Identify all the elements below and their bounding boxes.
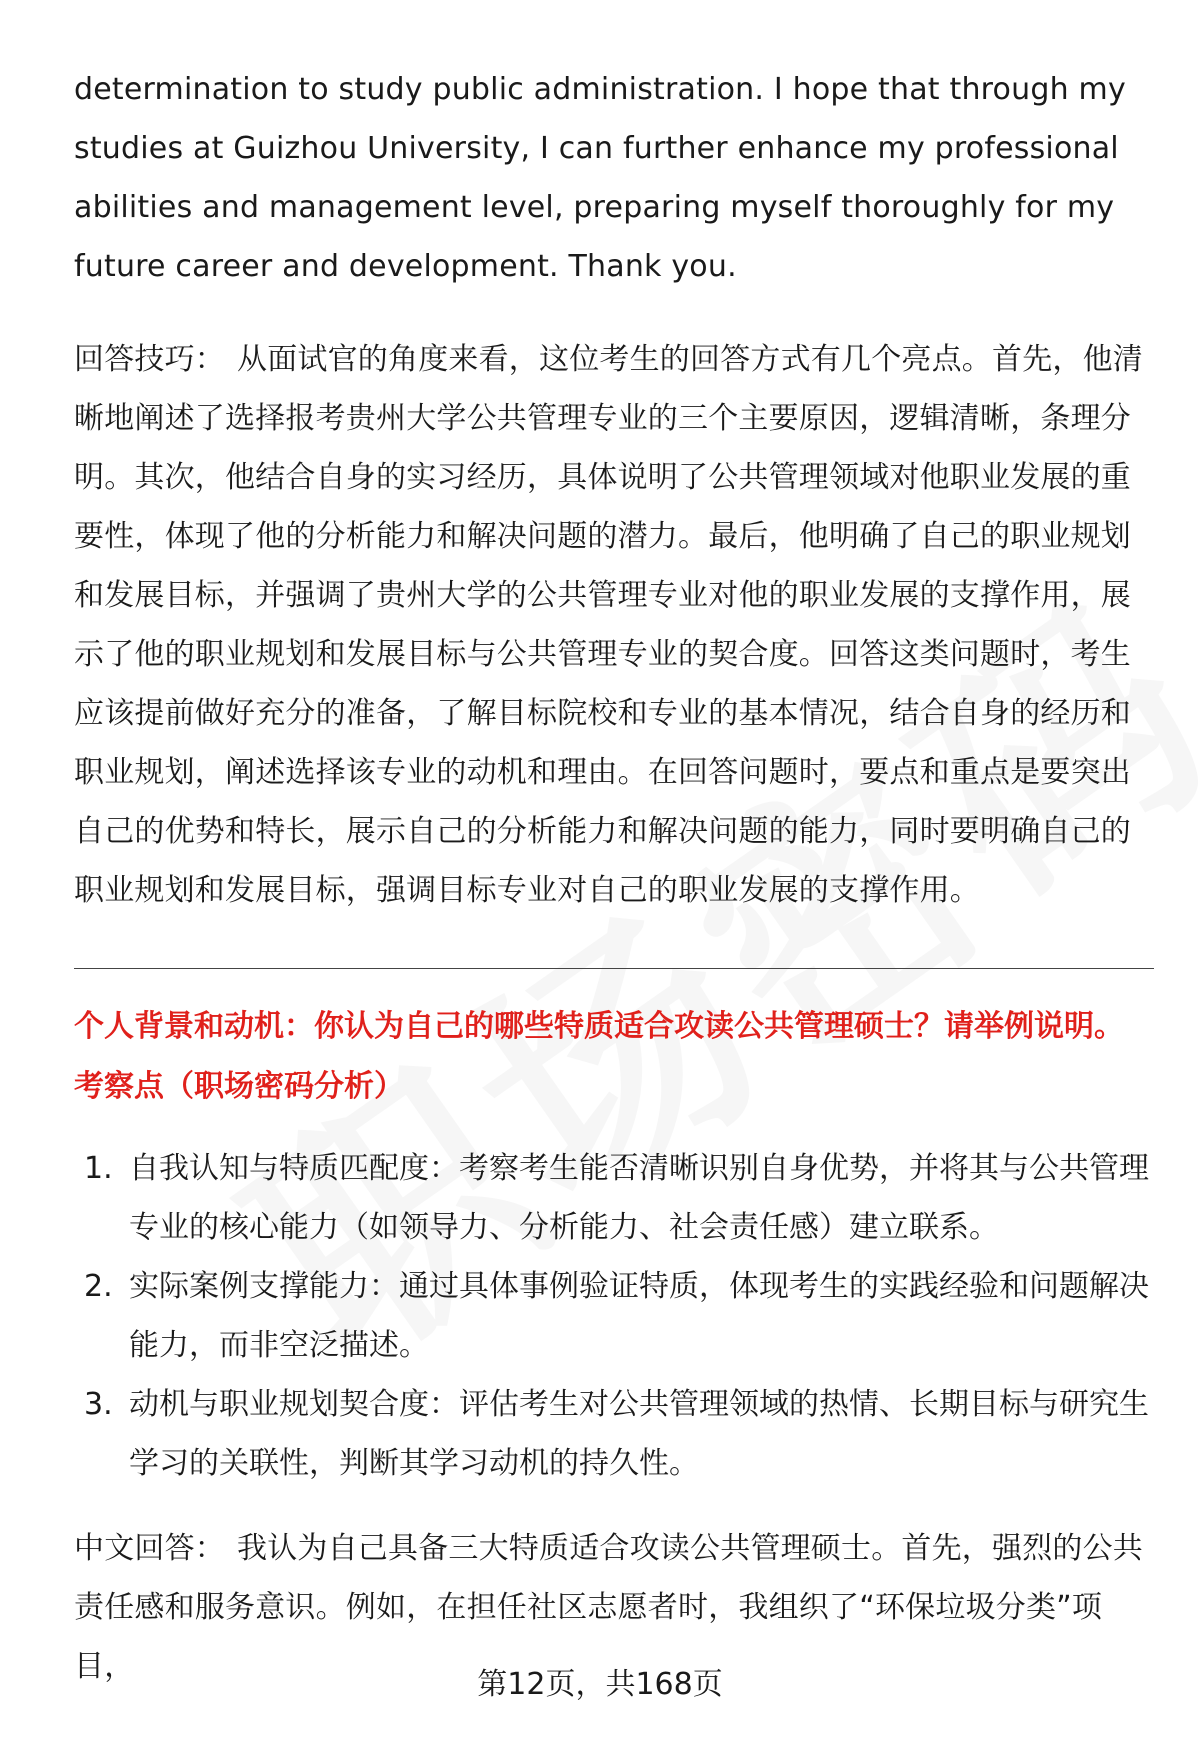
list-item <box>74 1375 1154 1493</box>
list-item-text: 动机与职业规划契合度：评估考生对公共管理领域的热情、长期目标与研究生学习的关联性，判断其学习动机的持久性。 <box>129 1387 1149 1481</box>
chinese-answer-label: 中文回答： <box>74 1531 225 1566</box>
list-item-number: 3. <box>84 1387 113 1422</box>
list-item-text: 实际案例支撑能力：通过具体事例验证特质，体现考生的实践经验和问题解决能力，而非空泛描述。 <box>129 1269 1149 1363</box>
list-item-number: 2. <box>84 1269 113 1304</box>
tips-paragraph <box>74 330 1154 920</box>
chinese-answer-text: 我认为自己具备三大特质适合攻读公共管理硕士。首先，强烈的公共责任感和服务意识。例如，在担任社区志愿者时，我组织了“环保垃圾分类”项目， <box>74 1531 1143 1684</box>
question-heading: 个人背景和动机：你认为自己的哪些特质适合攻读公共管理硕士？请举例说明。 <box>74 1009 1124 1044</box>
exam-points-title: 考察点（职场密码分析） <box>74 1069 404 1104</box>
list-item <box>74 1257 1154 1375</box>
tips-text: 从面试官的角度来看，这位考生的回答方式有几个亮点。首先，他清晰地阐述了选择报考贵州大学公共管理专业的三个主要原因，逻辑清晰，条理分明。其次，他结合自身的实习经历，具体说明了公共管理领域对他职业发展的重要性，体现了他的分析能力和解决问题的潜力。最后，他明确了自己的职业规划和发展目标，并强调了贵州大学的公共管理专业对他的职业发展的支撑作用，展示了他的职业规划和发展目标与公共管理专业的契合度。回答这类问题时，考生应该提前做好充分的准备，了解目标院校和专业的基本情况，结合自身的经历和职业规划，阐述选择该专业的动机和理由。在回答问题时，要点和重点是要突出自己的优势和特长，展示自己的分析能力和解决问题的能力，同时要明确自己的职业规划和发展目标，强调目标专业对自己的职业发展的支撑作用。 <box>74 342 1143 908</box>
list-item-text: 自我认知与特质匹配度：考察考生能否清晰识别自身优势，并将其与公共管理专业的核心能力（如领导力、分析能力、社会责任感）建立联系。 <box>129 1151 1149 1245</box>
document-page <box>74 60 1154 1696</box>
list-item-number: 1. <box>84 1151 113 1186</box>
page-footer: 第12页，共168页 <box>477 1667 723 1702</box>
intro-paragraph: determination to study public administration. I hope that through my studies at Guizhou University, I can further enhance my professional abilities and management level, preparing myself thoroughly for my future career and development. Thank you. <box>74 72 1126 284</box>
exam-points-list <box>74 1139 1154 1493</box>
list-item <box>74 1139 1154 1257</box>
section-divider <box>74 968 1154 969</box>
tips-label: 回答技巧： <box>74 342 225 377</box>
